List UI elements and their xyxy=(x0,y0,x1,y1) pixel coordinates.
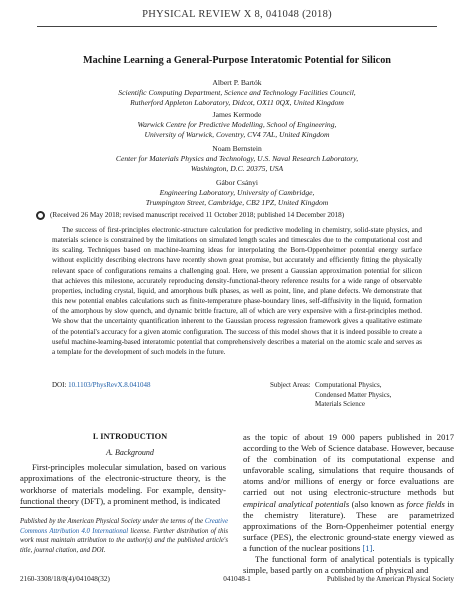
text-run: . xyxy=(372,542,375,553)
subsection-heading: A. Background xyxy=(106,448,154,457)
affiliation-line: Warwick Centre for Predictive Modelling, School of Engineering, xyxy=(137,120,337,129)
footnote-text: license. Further distribution of this work must maintain attribution to the author(s) and the published article's title, journal citation, and DOI. xyxy=(20,527,228,554)
affiliation-line: Center for Materials Physics and Technology, U.S. Naval Research Laboratory, xyxy=(115,154,359,163)
text-run: (also known as xyxy=(349,498,407,509)
right-column xyxy=(243,432,454,576)
section-heading: I. INTRODUCTION xyxy=(92,432,168,441)
author-block-1 xyxy=(20,78,454,108)
license-footnote xyxy=(20,517,228,555)
journal-header: PHYSICAL REVIEW X 8, 041048 (2018) xyxy=(142,9,332,20)
emphasis-text: empirical analytical potentials xyxy=(243,498,350,509)
received-dates xyxy=(36,210,456,220)
text-run: in the chemistry literature). These are parametrized approximations of the Born-Oppenheimer potential energy surface (PES), the electronic ground-state energy viewed as a function of the nuclear positions xyxy=(243,498,454,553)
author-block-4 xyxy=(20,178,454,208)
author-name: Albert P. Bartók xyxy=(212,78,262,87)
author-name: James Kermode xyxy=(212,110,262,119)
subject-area-item[interactable]: Materials Science xyxy=(315,400,365,408)
author-name: Gábor Csányi xyxy=(216,178,258,187)
affiliation-line: Trumpington Street, Cambridge, CB2 1PZ, United Kingdom xyxy=(145,198,329,207)
right-paragraph-2: The functional form of analytical potentials is typically simple, based partly on a combination of physical and xyxy=(243,554,454,576)
footer-issn: 2160-3308/18/8(4)/041048(32) xyxy=(20,575,110,583)
subject-area-item[interactable]: Condensed Matter Physics, xyxy=(315,390,392,399)
paper-title: Machine Learning a General-Purpose Interatomic Potential for Silicon xyxy=(83,55,391,66)
doi-label: DOI: xyxy=(52,381,67,389)
doi-row xyxy=(52,381,151,390)
text-run: as the topic of about 19 000 papers published in 2017 according to the Web of Science database. However, because of the combination of its computational expense and unfavorable scaling, simulations that require thousands of atoms and/or millions of energy or force evaluations are carried out not using electronic-structure methods but xyxy=(243,432,454,498)
reference-link[interactable]: [1] xyxy=(362,542,373,553)
open-access-icon[interactable] xyxy=(36,211,45,220)
subject-areas-list xyxy=(315,381,391,410)
subject-area-item[interactable]: Computational Physics, xyxy=(315,381,382,389)
footnote-rule xyxy=(20,507,70,508)
emphasis-text: force fields xyxy=(406,498,445,509)
header-rule xyxy=(37,26,437,27)
affiliation-line: Scientific Computing Department, Science and Technology Facilities Council, xyxy=(118,88,356,97)
footer-page-number: 041048-1 xyxy=(223,575,251,583)
received-text: (Received 26 May 2018; revised manuscript received 11 October 2018; published 14 December 2018) xyxy=(50,211,345,219)
affiliation-line: University of Warwick, Coventry, CV4 7AL, United Kingdom xyxy=(144,130,330,139)
affiliation-line: Rutherford Appleton Laboratory, Didcot, OX11 0QX, United Kingdom xyxy=(130,98,344,107)
subject-areas-label: Subject Areas: xyxy=(270,381,311,389)
abstract: The success of first-principles electronic-structure calculation for predictive modeling in chemistry, solid-state physics, and materials science is constrained by the limitations on simulated length scales and timescales due to the computational cost and its scaling. Techniques based on machine-learning ideas for interpolating the Born-Oppenheimer potential energy surface without explicitly describing electrons have recently shown great promise, but accurately and efficiently fitting the physically relevant space of configurations remains a challenging goal. Here, we present a Gaussian approximation potential for silicon that achieves this milestone, accurately reproducing density-functional-theory reference results for a wide range of observable properties, including crystal, liquid, and amorphous bulk phases, as well as point, line, and plane defects. We demonstrate that this new potential enables calculations such as finite-temperature phase-boundary lines, self-diffusivity in the liquid, formation of the amorphous by slow quench, and dynamic brittle fracture, all of which are very expensive with a first-principles method. We show that the uncertainty quantification inherent to the Gaussian process regression framework gives a qualitative estimate of the potential's accuracy for a given atomic configuration. The success of this model shows that it is indeed possible to create a useful machine-learning-based interatomic potential that comprehensively describes a material on the atomic scale and serves as a template for the development of such models in the future. xyxy=(52,226,422,356)
author-name: Noam Bernstein xyxy=(212,144,262,153)
author-block-2 xyxy=(20,110,454,140)
affiliation-line: Washington, D.C. 20375, USA xyxy=(190,164,284,173)
doi-link[interactable]: 10.1103/PhysRevX.8.041048 xyxy=(68,381,151,389)
left-column-paragraph: First-principles molecular simulation, based on various approximations of the electronic-structure theory, is the workhorse of materials modeling. For example, density-functional theory (DFT), a prominent method, is indicated xyxy=(20,462,226,506)
footer-publisher: Published by the American Physical Society xyxy=(326,575,454,583)
affiliation-line: Engineering Laboratory, University of Cambridge, xyxy=(159,188,315,197)
footnote-text: Published by the American Physical Society under the terms of the xyxy=(20,518,205,525)
license-link[interactable]: Creative Commons Attribution 4.0 International xyxy=(20,518,228,535)
right-paragraph-1 xyxy=(243,432,454,554)
author-block-3 xyxy=(20,144,454,174)
